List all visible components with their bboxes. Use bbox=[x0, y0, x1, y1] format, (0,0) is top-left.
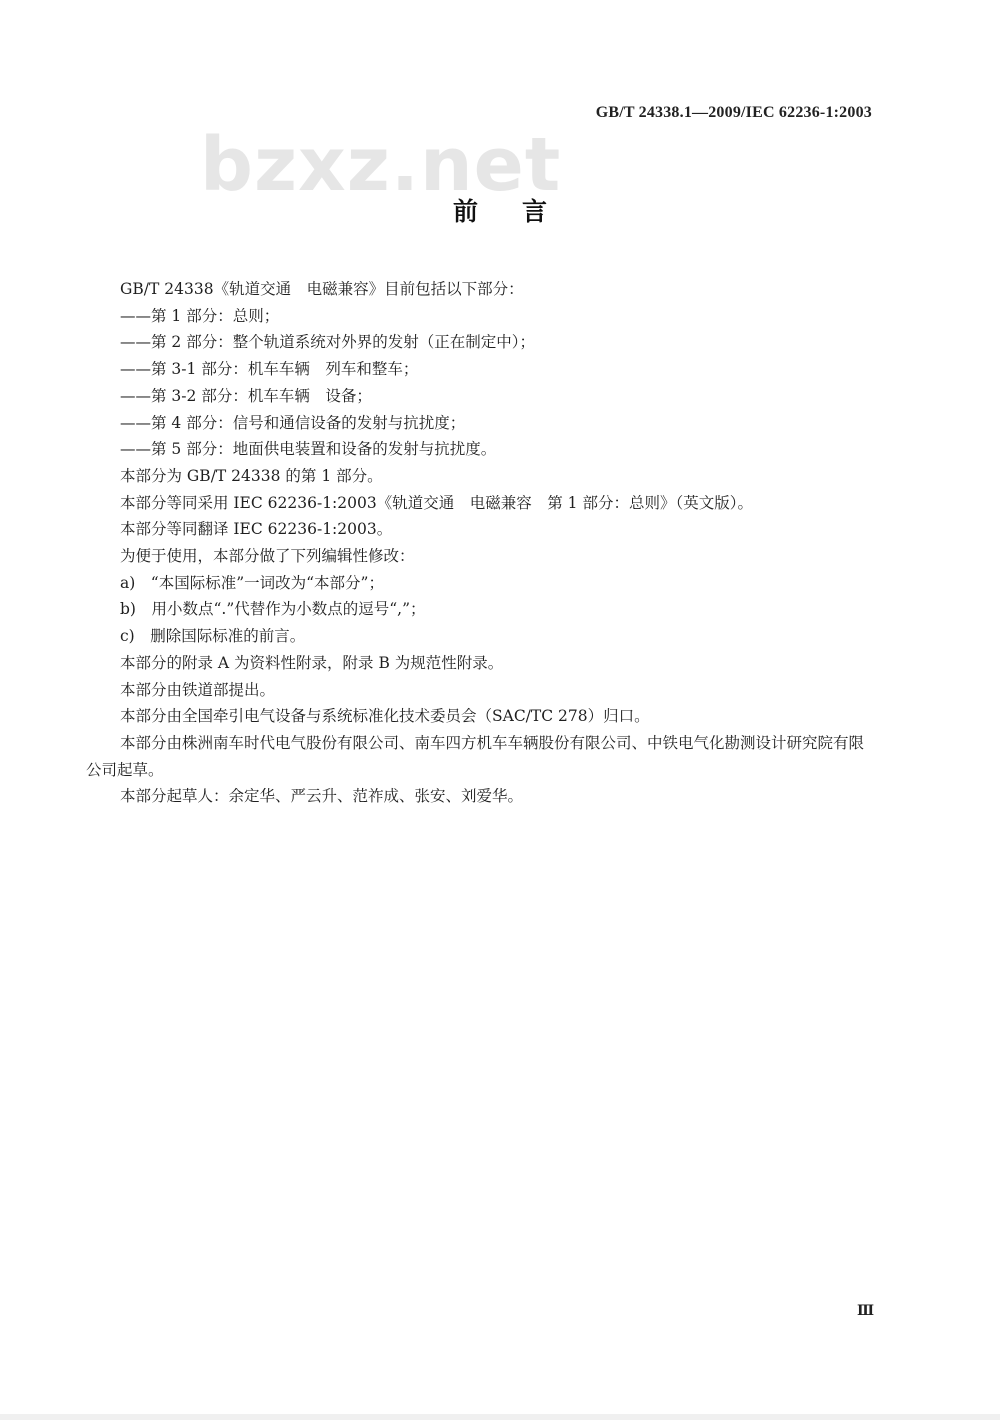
list-item: a) “本国际标准”一词改为“本部分”； bbox=[120, 573, 384, 592]
standard-code-header: GB/T 24338.1—2009/IEC 62236-1:2003 bbox=[595, 104, 872, 121]
paragraph: 本部分起草人：余定华、严云升、范祚成、张安、刘爱华。 bbox=[120, 787, 524, 806]
paragraph: 本部分由铁道部提出。 bbox=[120, 680, 276, 699]
paragraph: 本部分由株洲南车时代电气股份有限公司、南车四方机车车辆股份有限公司、中铁电气化勘测设计研究院有限公司起草。 bbox=[86, 733, 865, 779]
page-number: Ⅲ bbox=[857, 1304, 875, 1319]
watermark: bzxz.net bbox=[200, 122, 562, 208]
list-item: ——第 4 部分：信号和通信设备的发射与抗扰度； bbox=[120, 413, 466, 432]
page-bottom-edge bbox=[0, 1414, 1000, 1420]
list-item: ——第 3-2 部分：机车车辆 设备； bbox=[120, 386, 372, 405]
paragraph: 本部分等同翻译 IEC 62236-1:2003。 bbox=[120, 520, 393, 539]
list-item: ——第 3-1 部分：机车车辆 列车和整车； bbox=[120, 360, 419, 379]
paragraph: 本部分由全国牵引电气设备与系统标准化技术委员会（SAC/TC 278）归口。 bbox=[120, 707, 650, 726]
foreword-body bbox=[86, 276, 876, 810]
list-item: ——第 2 部分：整个轨道系统对外界的发射（正在制定中）； bbox=[120, 333, 535, 352]
list-item: ——第 1 部分：总则； bbox=[120, 306, 280, 325]
paragraph: 本部分为 GB/T 24338 的第 1 部分。 bbox=[120, 466, 383, 485]
paragraph: 本部分等同采用 IEC 62236-1:2003《轨道交通 电磁兼容 第 1 部分：总则》（英文版）。 bbox=[120, 493, 753, 512]
paragraph: 为便于使用，本部分做了下列编辑性修改： bbox=[120, 547, 415, 566]
list-item: ——第 5 部分：地面供电装置和设备的发射与抗扰度。 bbox=[120, 440, 497, 459]
list-item: c) 删除国际标准的前言。 bbox=[120, 627, 306, 646]
paragraph: 本部分的附录 A 为资料性附录，附录 B 为规范性附录。 bbox=[120, 653, 504, 672]
page-title: 前言 bbox=[452, 197, 591, 226]
list-item: b) 用小数点“.”代替作为小数点的逗号“,”； bbox=[120, 600, 426, 619]
paragraph: GB/T 24338《轨道交通 电磁兼容》目前包括以下部分： bbox=[120, 280, 524, 298]
